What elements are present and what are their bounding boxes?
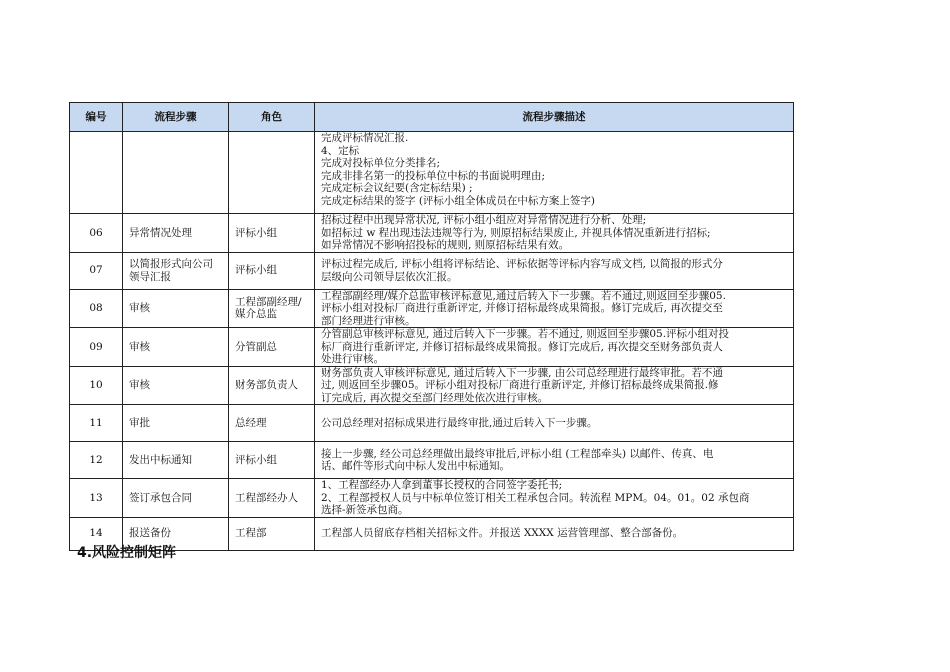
cell-step: 审批 bbox=[123, 405, 229, 442]
process-table bbox=[69, 102, 794, 551]
description-line: 话、邮件等形式向中标人发出中标通知。 bbox=[321, 460, 510, 472]
table-row bbox=[70, 328, 794, 367]
table-row bbox=[70, 442, 794, 479]
description-line: 4、定标 bbox=[321, 144, 360, 157]
description-line: 订完成后, 再次提交至部门经理处依次进行审核。 bbox=[321, 391, 549, 404]
cell-step: 审核 bbox=[123, 366, 229, 405]
cell-description bbox=[315, 252, 794, 289]
cell-description bbox=[315, 517, 794, 550]
header-description: 流程步骤描述 bbox=[315, 103, 794, 132]
cell-number: 12 bbox=[70, 442, 123, 479]
cell-description bbox=[315, 328, 794, 367]
cell-step: 以简报形式向公司领导汇报 bbox=[123, 252, 229, 289]
description-line: 1、工程部经办人拿到董事长授权的合同签字委托书; bbox=[321, 479, 563, 491]
header-step: 流程步骤 bbox=[123, 103, 229, 132]
table-row bbox=[70, 252, 794, 289]
description-line: 招标过程中出现异常状况, 评标小组小组应对异常情况进行分析、处理; bbox=[321, 214, 647, 226]
description-line: 完成非排名第一的投标单位中标的书面说明理由; bbox=[321, 169, 546, 182]
description-line: 层级向公司领导层依次汇报。 bbox=[321, 270, 458, 283]
table-header-row bbox=[70, 103, 794, 132]
table-row bbox=[70, 517, 794, 550]
cell-role: 工程部副经理/媒介总监 bbox=[229, 289, 315, 328]
cell-number: 09 bbox=[70, 328, 123, 367]
description-line: 工程部副经理/媒介总监审核评标意见,通过后转入下一步骤。若不通过,则返回至步骤05. bbox=[321, 289, 726, 302]
section-heading: 4.风险控制矩阵 bbox=[77, 545, 177, 561]
cell-description bbox=[315, 366, 794, 405]
cell-number: 08 bbox=[70, 289, 123, 328]
cell-role: 分管副总 bbox=[229, 328, 315, 367]
cell-role: 总经理 bbox=[229, 405, 315, 442]
table-row bbox=[70, 479, 794, 518]
description-line: 完成定标会议纪要(含定标结果) ; bbox=[321, 182, 473, 194]
description-line: 财务部负责人审核评标意见, 通过后转入下一步骤, 由公司总经理进行最终审批。若不通 bbox=[321, 366, 723, 379]
cell-description bbox=[315, 442, 794, 479]
cell-role bbox=[229, 132, 315, 214]
table-row bbox=[70, 405, 794, 442]
cell-description bbox=[315, 479, 794, 518]
cell-number: 14 bbox=[70, 517, 123, 550]
table-row bbox=[70, 289, 794, 328]
description-line: 如招标过 w 程出现违法违规等行为, 则原招标结果废止, 并视具体情况重新进行招标; bbox=[321, 226, 711, 239]
header-role: 角色 bbox=[229, 103, 315, 132]
cell-role: 财务部负责人 bbox=[229, 366, 315, 405]
cell-description bbox=[315, 405, 794, 442]
description-line: 完成评标情况汇报. bbox=[321, 132, 409, 144]
table-row bbox=[70, 132, 794, 214]
cell-number: 07 bbox=[70, 252, 123, 289]
description-line: 如异常情况不影响招投标的规则, 则原招标结果有效。 bbox=[321, 239, 570, 251]
table-row bbox=[70, 366, 794, 405]
description-line: 处进行审核。 bbox=[321, 353, 384, 365]
cell-number: 06 bbox=[70, 214, 123, 253]
description-line: 评标小组对投标厂商进行重新评定, 并修订招标最终成果简报。修订完成后, 再次提交至 bbox=[321, 302, 723, 314]
description-line: 分管副总审核评标意见, 通过后转入下一步骤。若不通过, 则返回至步骤05.评标小组对投 bbox=[321, 328, 730, 340]
cell-description bbox=[315, 132, 794, 214]
cell-number: 13 bbox=[70, 479, 123, 518]
description-line: 标厂商进行重新评定, 并修订招标最终成果简报。修订完成后, 再次提交至财务部负责人 bbox=[321, 340, 723, 353]
description-line: 2、工程部授权人员与中标单位签订相关工程承包合同。转流程 MPM。04。01。02 承包商 bbox=[321, 491, 750, 504]
description-line: 选择-新签承包商。 bbox=[321, 504, 409, 516]
cell-role: 工程部 bbox=[229, 517, 315, 550]
cell-role: 评标小组 bbox=[229, 214, 315, 253]
cell-number: 10 bbox=[70, 366, 123, 405]
cell-step: 签订承包合同 bbox=[123, 479, 229, 518]
cell-description bbox=[315, 289, 794, 328]
description-line: 公司总经理对招标成果进行最终审批,通过后转入下一步骤。 bbox=[321, 416, 598, 429]
header-number: 编号 bbox=[70, 103, 123, 132]
cell-role: 工程部经办人 bbox=[229, 479, 315, 518]
cell-step: 审核 bbox=[123, 328, 229, 367]
description-line: 部门经理进行审核。 bbox=[321, 314, 416, 327]
description-line: 接上一步骤, 经公司总经理做出最终审批后,评标小组 (工程部牵头) 以邮件、传真、电 bbox=[321, 447, 714, 460]
cell-step: 异常情况处理 bbox=[123, 214, 229, 253]
cell-step: 报送备份 bbox=[123, 517, 229, 550]
cell-description bbox=[315, 214, 794, 253]
cell-number bbox=[70, 132, 123, 214]
cell-step bbox=[123, 132, 229, 214]
table-row bbox=[70, 214, 794, 253]
cell-step: 发出中标通知 bbox=[123, 442, 229, 479]
cell-step: 审核 bbox=[123, 289, 229, 328]
description-line: 评标过程完成后, 评标小组将评标结论、评标依据等评标内容写成文档, 以简报的形式分 bbox=[321, 258, 723, 270]
cell-number: 11 bbox=[70, 405, 123, 442]
description-line: 完成定标结果的签字 (评标小组全体成员在中标方案上签字) bbox=[321, 194, 596, 207]
description-line: 工程部人员留底存档相关招标文件。并报送 XXXX 运营管理部、整合部备份。 bbox=[321, 527, 684, 540]
description-line: 完成对投标单位分类排名; bbox=[321, 157, 441, 169]
description-line: 过, 则返回至步骤05。评标小组对投标厂商进行重新评定, 并修订招标最终成果简报.修 bbox=[321, 379, 719, 391]
cell-role: 评标小组 bbox=[229, 252, 315, 289]
cell-role: 评标小组 bbox=[229, 442, 315, 479]
